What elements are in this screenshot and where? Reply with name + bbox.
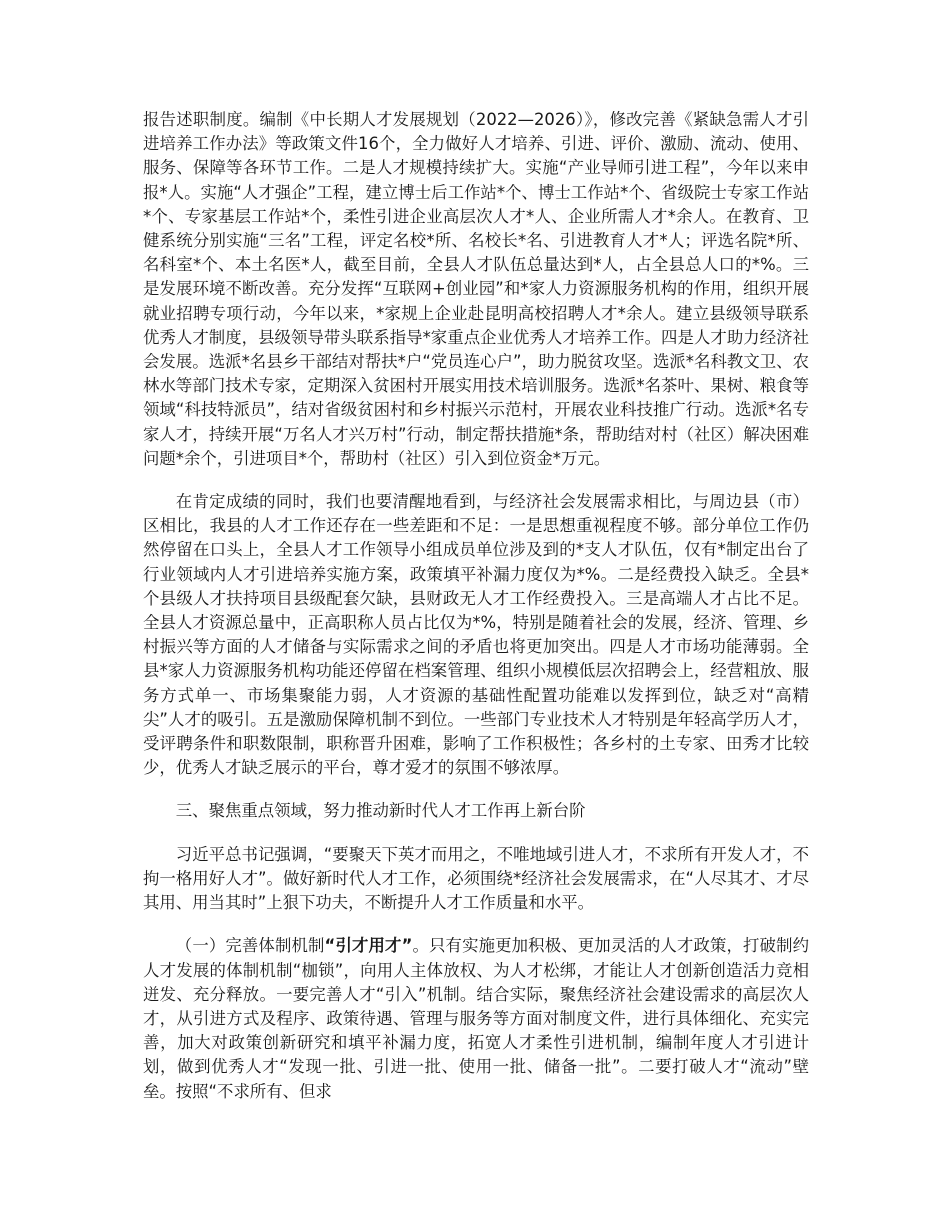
section-heading: 三、聚焦重点领域，努力推动新时代人才工作再上新台阶 xyxy=(175,801,586,821)
paragraph-shortcomings: 在肯定成绩的同时，我们也要清醒地看到，与经济社会发展需求相比，与周边县（市）区相比，我县的人才工作还存在一些差距和不足：一是思想重视程度不够。部分单位工作仍然停留在口头上，全县人才工作领导小组成员单位涉及到的*支人才队伍，仅有*制定出台了行业领域内人才引进培养实施方案，政策填平补漏力度仅为*%。二是经费投入缺乏。全县*个县级人才扶持项目县级配套欠缺，县财政无人才工作经费投入。三是高端人才占比不足。全县人才资源总量中，正高职称人员占比仅为*%，特别是随着社会的发展，经济、管理、乡村振兴等方面的人才储备与实际需求之间的矛盾也将更加突出。四是人才市场功能薄弱。全县*家人力资源服务机构功能还停留在档案管理、组织小规模低层次招聘会上，经营粗放、服务方式单一、市场集聚能力弱，人才资源的基础性配置功能难以发挥到位，缺乏对“高精尖”人才的吸引。五是激励保障机制不到位。一些部门专业技术人才特别是年轻高学历人才，受评聘条件和职数限制，职称晋升困难，影响了工作积极性；各乡村的土专家、田秀才比较少，优秀人才缺乏展示的平台，尊才爱才的氛围不够浓厚。 xyxy=(143,492,809,778)
document-page xyxy=(143,108,809,1104)
paragraph-achievements: 报告述职制度。编制《中长期人才发展规划（2022—2026）》，修改完善《紧缺急需人才引进培养工作办法》等政策文件16个，全力做好人才培养、引进、评价、激励、流动、使用、服务、保障等各环节工作。二是人才规模持续扩大。实施“产业导师引进工程”，今年以来申报*人。实施“人才强企”工程，建立博士后工作站*个、博士工作站*个、省级院士专家工作站*个、专家基层工作站*个，柔性引进企业高层次人才*人、企业所需人才*余人。在教育、卫健系统分别实施“三名”工程，评定名校*所、名校长*名、引进教育人才*人；评选名院*所、名科室*个、本土名医*人，截至目前，全县人才队伍总量达到*人，占全县总人口的*%。三是发展环境不断改善。充分发挥“互联网+创业园”和*家人力资源服务机构的作用，组织开展就业招聘专项行动，今年以来，*家规上企业赴昆明高校招聘人才*余人。建立县级领导联系优秀人才制度，县级领导带头联系指导*家重点企业优秀人才培养工作。四是人才助力经济社会发展。选派*名县乡干部结对帮扶*户“党员连心户”，助力脱贫攻坚。选派*名科教文卫、农林水等部门技术专家，定期深入贫困村开展实用技术培训服务。选派*名茶叶、果树、粮食等领域“科技特派员”，结对省级贫困村和乡村振兴示范村，开展农业科技推广行动。选派*名专家人才，持续开展“万名人才兴万村”行动，制定帮扶措施*条，帮助结对村（社区）解决困难问题*余个，引进项目*个，帮助村（社区）引入到位资金*万元。 xyxy=(143,110,809,468)
subsection-label: （一）完善体制机制 xyxy=(175,936,325,956)
paragraph-xi-quote: 习近平总书记强调，“要聚天下英才而用之，不唯地域引进人才，不求所有开发人才，不拘一格用好人才”。做好新时代人才工作，必须围绕*经济社会发展需求，在“人尽其才、才尽其用、用当其时”上狠下功夫，不断提升人才工作质量和水平。 xyxy=(143,844,809,913)
paragraph-mechanism xyxy=(143,934,809,1103)
subsection-body: 。只有实施更加积极、更加灵活的人才政策，打破制约人才发展的体制机制“枷锁”，向用人主体放权、为人才松绑，才能让人才创新创造活力竞相迸发、充分释放。一要完善人才“引入”机制。结合实际，聚焦经济社会建设需求的高层次人才，从引进方式及程序、政策待遇、管理与服务等方面对制度文件，进行具体细化、充实完善，加大对政策创新研究和填平补漏力度，拓宽人才柔性引进机制，编制年度人才引进计划，做到优秀人才“发现一批、引进一批、使用一批、储备一批”。二要打破人才“流动”壁垒。按照“不求所有、但求 xyxy=(143,936,810,1101)
subsection-emphasis: “引才用才” xyxy=(324,936,413,956)
